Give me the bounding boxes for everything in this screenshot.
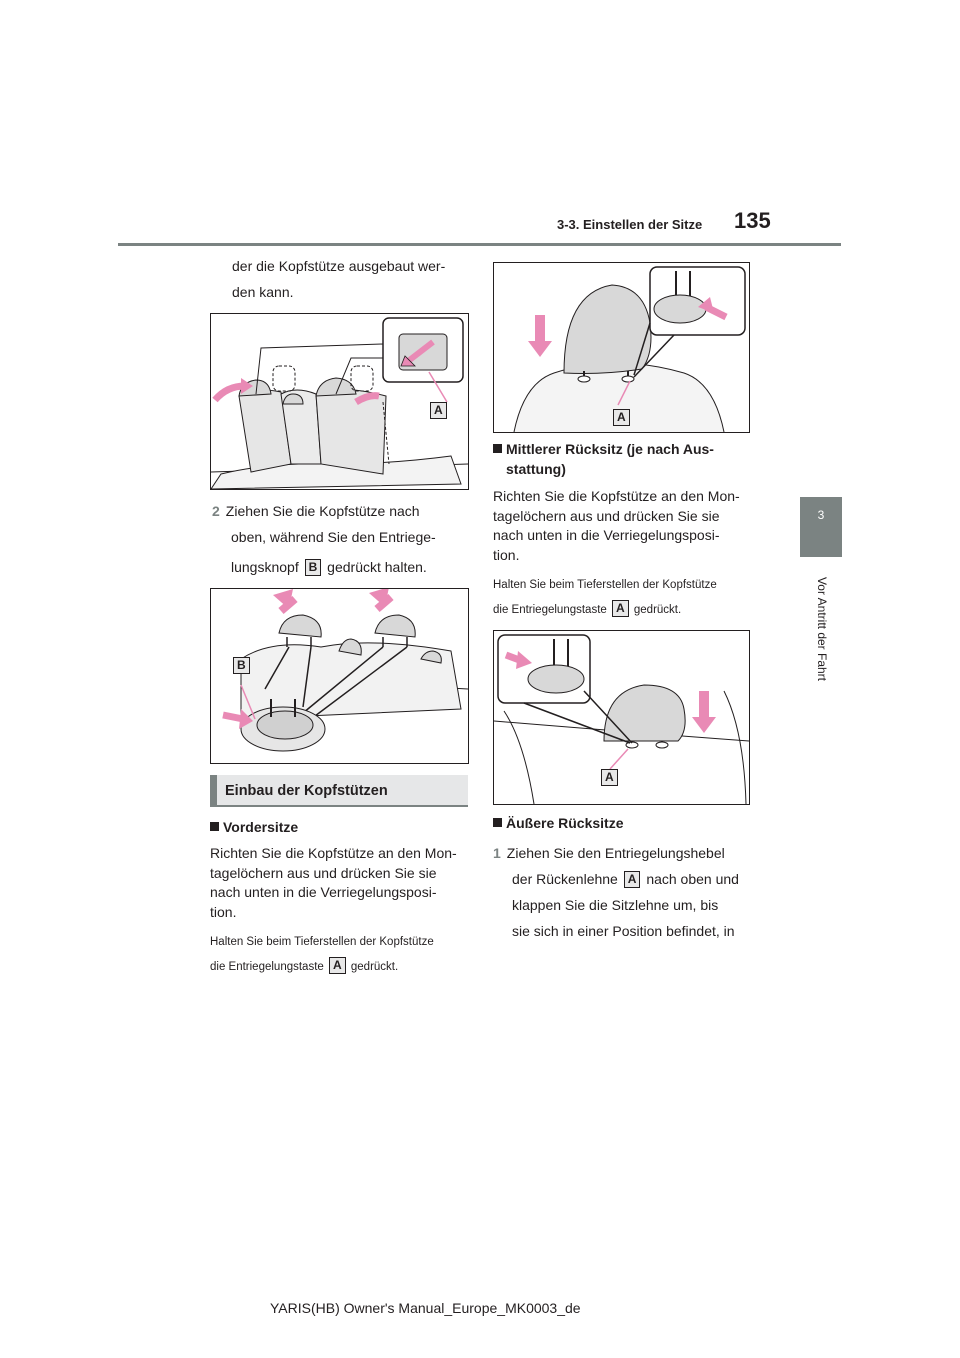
chapter-label: Vor Antritt der Fahrt [815, 576, 829, 682]
figure-middle-headrest-install [493, 262, 750, 433]
note-line: Halten Sie beim Tieferstellen der Kopfstütze [210, 936, 434, 948]
figure-rear-headrest-removal [210, 313, 469, 490]
page-number: 135 [734, 208, 771, 233]
step-line: sie sich in einer Position befindet, in [512, 923, 735, 939]
inline-label-a: A [624, 871, 641, 888]
step-line [212, 554, 472, 580]
step-line: klappen Sie die Sitzlehne um, bis [512, 897, 719, 913]
heading-text: Äußere Rücksitze [506, 815, 624, 831]
step-text: nach oben und [646, 871, 739, 887]
step-text: Ziehen Sie den Entriegelungshebel [506, 845, 725, 861]
middle-rear-seat-section [493, 439, 755, 623]
step-line [493, 840, 758, 866]
heading-text: stattung) [506, 461, 566, 477]
front-seats-heading [210, 816, 472, 838]
note-line: die Entriegelungstaste [493, 604, 607, 616]
inline-label-a: A [612, 600, 629, 617]
intro-line: der die Kopfstütze ausgebaut wer- [232, 258, 446, 274]
inline-label-a: A [329, 957, 346, 974]
step-number: 1 [493, 845, 501, 861]
section-heading-box: Einbau der Kopfstützen [210, 775, 468, 807]
step-text: Ziehen Sie die Kopfstütze nach [225, 503, 420, 519]
step-text: der Rückenlehne [512, 871, 618, 887]
step-2 [212, 498, 472, 580]
headrest-pull-illustration [211, 589, 468, 763]
figure-label-a: A [430, 402, 447, 419]
figure-headrest-pull-up [210, 588, 469, 764]
note-line: gedrückt. [633, 604, 682, 616]
middle-headrest-illustration [494, 263, 749, 432]
outer-rear-seats-section [493, 812, 758, 944]
step-line [493, 866, 758, 892]
outer-headrest-illustration [494, 631, 749, 804]
heading-text: Vordersitze [223, 819, 299, 835]
paragraph [210, 844, 472, 922]
text-line: tion. [210, 903, 237, 920]
step-number: 2 [212, 503, 220, 519]
intro-text [232, 253, 472, 305]
chapter-tab: 3 [800, 497, 842, 557]
outer-seats-heading [493, 812, 758, 834]
step-line [212, 498, 472, 524]
bullet-square-icon [210, 822, 219, 831]
text-line: Richten Sie die Kopfstütze an den Mon- [493, 488, 740, 504]
note-line: die Entriegelungstaste [210, 961, 324, 973]
note-line: Halten Sie beim Tieferstellen der Kopfstütze [493, 579, 717, 591]
text-line: nach unten in die Verriegelungsposi- [210, 884, 437, 900]
intro-line: den kann. [232, 284, 294, 300]
text-line: Richten Sie die Kopfstütze an den Mon- [210, 845, 457, 861]
figure-label-a: A [601, 769, 618, 786]
step-text: lungsknopf [231, 559, 299, 575]
note [493, 573, 755, 623]
figure-outer-headrest-install [493, 630, 750, 805]
figure-label-b: B [233, 657, 250, 674]
text-line: nach unten in die Verriegelungsposi- [493, 527, 720, 543]
footer-text: YARIS(HB) Owner's Manual_Europe_MK0003_de [270, 1300, 581, 1316]
text-line: tagelöchern aus und drücken Sie sie [210, 864, 437, 881]
section-title: 3-3. Einstellen der Sitze [557, 217, 703, 232]
note [210, 930, 472, 980]
inline-label-b: B [305, 559, 322, 576]
step-line: oben, während Sie den Entriege- [231, 529, 436, 545]
paragraph [493, 487, 755, 565]
middle-seat-heading [493, 439, 755, 479]
step-text: gedrückt halten. [327, 559, 427, 575]
front-seats-section [210, 816, 472, 980]
header-rule [118, 243, 841, 246]
note-line: gedrückt. [350, 961, 399, 973]
bullet-square-icon [493, 444, 502, 453]
figure-label-a: A [613, 409, 630, 426]
text-line: tagelöchern aus und drücken Sie sie [493, 507, 720, 524]
heading-text: Mittlerer Rücksitz (je nach Aus- [506, 441, 714, 457]
bullet-square-icon [493, 818, 502, 827]
text-line: tion. [493, 546, 520, 563]
